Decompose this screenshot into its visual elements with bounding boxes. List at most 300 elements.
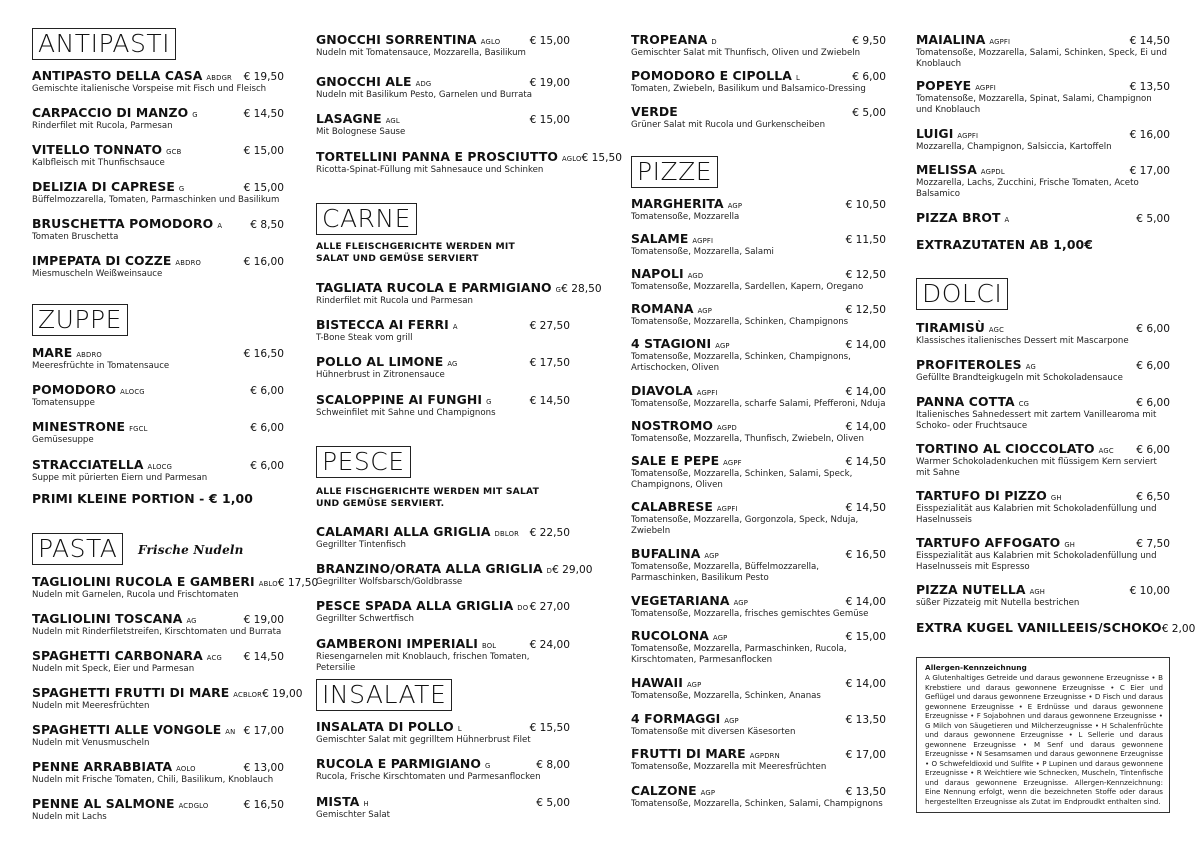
menu-item-name (32, 382, 145, 397)
menu-item (316, 392, 570, 419)
menu-item-description: Tomatensoße mit diversen Käsesorten (631, 727, 796, 737)
allergen-code: AGP (715, 342, 730, 350)
menu-item (631, 628, 886, 665)
allergen-code: ALOCG (147, 463, 173, 471)
menu-item-description: Tomatensoße, Mozzarella, Büffelmozzarella, Parmaschinken, Basilikum Pesto (631, 562, 820, 583)
menu-item-name (916, 32, 1010, 47)
allergen-code: G (192, 111, 198, 119)
menu-item-price: € 19,50 (243, 71, 284, 83)
menu-item-title: SALAME (631, 231, 689, 246)
allergen-code: GH (1064, 541, 1076, 549)
menu-item-price: € 14,50 (1129, 35, 1170, 47)
menu-item-title: SPAGHETTI FRUTTI DI MARE (32, 685, 230, 700)
menu-item-name (316, 756, 490, 771)
menu-item-name (631, 675, 701, 690)
menu-item-title: PANNA COTTA (916, 394, 1015, 409)
menu-item-price: € 15,00 (243, 182, 284, 194)
menu-item-description: Gegrillter Schwertfisch (316, 614, 414, 624)
allergen-code: AGP (697, 307, 713, 315)
extra-toppings: EXTRAZUTATEN AB 1,00€ (916, 237, 1094, 252)
menu-item-description: Tomatensoße, Mozzarella, Gorgonzola, Speck, Nduja, Zwiebeln (631, 515, 859, 536)
menu-item-row (32, 179, 284, 194)
menu-item-description: Nudeln mit Frische Tomaten, Chili, Basilikum, Knoblauch (32, 775, 274, 785)
menu-item-name (316, 636, 496, 651)
menu-item-name (916, 78, 996, 93)
menu-item-row (916, 582, 1170, 597)
menu-item-name (32, 611, 197, 626)
menu-item-title: POLLO AL LIMONE (316, 354, 444, 369)
menu-item-price: € 5,00 (536, 797, 570, 809)
allergen-code: CG (1018, 400, 1030, 408)
allergen-code: A (217, 222, 223, 230)
menu-item (631, 418, 886, 445)
menu-item (631, 783, 886, 810)
allergen-code: AGP (733, 599, 749, 607)
menu-item-price: € 14,50 (243, 651, 284, 663)
pesce-note: ALLE FISCHGERICHTE WERDEN MIT SALAT UND GEMÜSE SERVIERT. (316, 486, 540, 510)
menu-item-price: € 15,00 (529, 114, 570, 126)
allergen-code: AGP (686, 681, 702, 689)
menu-item-name (916, 126, 978, 141)
menu-item-name (916, 582, 1045, 597)
menu-item-row (916, 394, 1170, 409)
allergen-code: AGPDRN (749, 752, 780, 760)
menu-item-title: MISTA (316, 794, 360, 809)
menu-item-name (631, 32, 717, 47)
allergen-code: AG (447, 360, 458, 368)
allergen-code: ABDRO (175, 259, 202, 267)
pizze-heading: PIZZE (631, 156, 718, 188)
allergen-code: DO (517, 604, 529, 612)
menu-item (631, 546, 886, 583)
menu-item (32, 142, 284, 169)
menu-item-price: € 9,50 (852, 35, 886, 47)
menu-item-description: Tomatensoße, Mozzarella, Schinken, Salami, Champignons (631, 799, 883, 809)
allergen-code: AGC (1098, 447, 1114, 455)
menu-item-description: Tomaten Bruschetta (32, 232, 119, 242)
allergen-box (916, 657, 1170, 813)
menu-item-description: Rinderfilet mit Rucola, Parmesan (32, 121, 173, 131)
menu-item-title: POPEYE (916, 78, 972, 93)
menu-item-description: Grüner Salat mit Rucola und Gurkenscheiben (631, 120, 826, 130)
allergen-code: AGP (727, 202, 743, 210)
menu-item-name (32, 345, 102, 360)
menu-item-price: € 6,00 (1136, 444, 1170, 456)
menu-item-price: € 12,50 (845, 304, 886, 316)
carne-note: ALLE FLEISCHGERICHTE WERDEN MIT SALAT UND GEMÜSE SERVIERT (316, 241, 515, 265)
menu-item-title: PENNE ARRABBIATA (32, 759, 173, 774)
menu-item-description: Eisspezialität aus Kalabrien mit Schokoladenfüllung und Haselnusseis mit Espresso (916, 551, 1157, 572)
allergen-code: AGL (385, 117, 400, 125)
menu-item-description: Büffelmozzarella, Tomaten, Parmaschinken und Basilikum (32, 195, 280, 205)
menu-item (916, 162, 1170, 199)
menu-item-title: DELIZIA DI CAPRESE (32, 179, 175, 194)
menu-item-price: € 17,50 (277, 577, 319, 589)
menu-item-description: Tomatensoße, Mozzarella (631, 212, 740, 222)
menu-item-row (631, 68, 886, 83)
menu-item-row (32, 142, 284, 157)
menu-item-name (631, 593, 748, 608)
menu-item-price: € 17,50 (529, 357, 570, 369)
menu-item (32, 382, 284, 409)
menu-item-title: TAGLIOLINI RUCOLA E GAMBERI (32, 574, 255, 589)
menu-item-title: GNOCCHI ALE (316, 74, 412, 89)
allergen-code: ALOCG (120, 388, 145, 396)
menu-item-row (316, 280, 602, 295)
menu-item-description: Tomatensoße, Mozzarella, Sardellen, Kapern, Oregano (631, 282, 864, 292)
menu-item-name (32, 419, 148, 434)
menu-item-price: € 16,50 (243, 348, 284, 360)
allergen-code: A (452, 323, 458, 331)
menu-item-price: € 14,00 (845, 386, 886, 398)
allergen-code: AGPFI (975, 84, 997, 92)
menu-item-description: Ricotta-Spinat-Füllung mit Sahnesauce und Schinken (316, 165, 544, 175)
menu-item-description: Nudeln mit Lachs (32, 812, 107, 822)
menu-item (316, 719, 570, 746)
menu-item-name (316, 32, 500, 47)
menu-item-name (916, 535, 1075, 550)
menu-item-name (631, 336, 730, 351)
menu-item-row (316, 636, 570, 651)
menu-item-price: € 10,00 (1129, 585, 1170, 597)
menu-item-row (32, 796, 284, 811)
menu-item-description: Gemüsesuppe (32, 435, 94, 445)
menu-item-description: Mozzarella, Lachs, Zucchini, Frische Tomaten, Aceto Balsamico (916, 178, 1139, 199)
allergen-code: BOL (482, 642, 497, 650)
menu-item-name (32, 179, 184, 194)
allergen-code: ACDGLO (178, 802, 209, 810)
allergen-code: G (486, 398, 492, 406)
menu-item-row (631, 628, 886, 643)
menu-item-title: TAGLIOLINI TOSCANA (32, 611, 183, 626)
fresh-pasta-script: Frische Nudeln (138, 543, 244, 557)
menu-item (316, 561, 593, 588)
menu-item-price: € 5,00 (1136, 213, 1170, 225)
menu-item (631, 301, 886, 328)
menu-item (32, 345, 284, 372)
menu-item-description: Gemischter Salat (316, 810, 391, 820)
menu-item (631, 593, 886, 620)
menu-item-title: NOSTROMO (631, 418, 714, 433)
menu-item-title: HAWAII (631, 675, 683, 690)
menu-item-row (32, 648, 284, 663)
allergen-code: H (363, 800, 369, 808)
menu-item-description: Tomatensoße, Mozzarella, Parmaschinken, Rucola, Kirschtomaten, Parmesanflocken (631, 644, 847, 665)
menu-item-row (916, 162, 1170, 177)
menu-item-row (916, 441, 1170, 456)
menu-item-description: Nudeln mit Garnelen, Rucola und Frischtomaten (32, 590, 239, 600)
menu-item-description: Tomatensoße, Mozzarella mit Meeresfrüchten (631, 762, 827, 772)
menu-item-row (316, 74, 570, 89)
menu-item-description: Warmer Schokoladenkuchen mit flüssigem Kern serviert mit Sahne (916, 457, 1157, 478)
menu-item-name (631, 746, 780, 761)
allergen-code: AGLO (480, 38, 501, 46)
menu-item-name (316, 524, 519, 539)
menu-item (316, 354, 570, 381)
menu-item-row (32, 611, 284, 626)
menu-item-row (32, 345, 284, 360)
menu-item-title: NAPOLI (631, 266, 684, 281)
menu-item-title: IMPEPATA DI COZZE (32, 253, 172, 268)
menu-item-name (631, 68, 800, 83)
menu-item-title: BRANZINO/ORATA ALLA GRIGLIA (316, 561, 543, 576)
menu-item-name (32, 68, 232, 83)
menu-item (316, 280, 602, 307)
allergen-code: AGP (724, 717, 739, 725)
menu-item-row (32, 457, 284, 472)
menu-item-row (916, 210, 1170, 225)
menu-item-price: € 16,00 (1129, 129, 1170, 141)
menu-item-title: 4 FORMAGGI (631, 711, 721, 726)
menu-item-row (631, 266, 886, 281)
allergen-code: G (178, 185, 185, 193)
menu-item (316, 74, 570, 101)
menu-item-title: MINESTRONE (32, 419, 126, 434)
menu-item (316, 598, 570, 625)
menu-item-title: SPAGHETTI ALLE VONGOLE (32, 722, 222, 737)
menu-item-price: € 6,00 (250, 385, 284, 397)
menu-item-description: Rucola, Frische Kirschtomaten und Parmesanflocken (316, 772, 541, 782)
menu-item (916, 357, 1170, 384)
menu-item-description: Eisspezialität aus Kalabrien mit Schokoladenfüllung und Haselnusseis (916, 504, 1157, 525)
menu-item-description: Tomatensoße, Mozzarella, Salami (631, 247, 774, 257)
menu-item-name (631, 628, 727, 643)
menu-item (631, 746, 886, 773)
allergen-code: G (485, 762, 491, 770)
menu-item-description: Nudeln mit Rinderfiletstreifen, Kirschtomaten und Burrata (32, 627, 282, 637)
menu-item-title: RUCOLA E PARMIGIANO (316, 756, 481, 771)
menu-item (32, 419, 284, 446)
menu-item-price: € 19,00 (262, 688, 303, 700)
menu-item (32, 722, 284, 749)
allergen-code: AGP (700, 789, 716, 797)
menu-item-title: CALZONE (631, 783, 697, 798)
menu-item (916, 320, 1170, 347)
menu-item-row (631, 301, 886, 316)
menu-item-name (631, 301, 712, 316)
menu-item-name (32, 105, 198, 120)
menu-item-name (32, 759, 196, 774)
menu-item-price: € 7,50 (1136, 538, 1170, 550)
menu-item-price: € 13,50 (1129, 81, 1170, 93)
menu-item-title: ANTIPASTO DELLA CASA (32, 68, 203, 83)
menu-item-title: MARGHERITA (631, 196, 724, 211)
allergen-code: FGCL (129, 425, 148, 433)
menu-item-row (916, 357, 1170, 372)
menu-item-row (316, 524, 570, 539)
menu-item-description: süßer Pizzateig mit Nutella bestrichen (916, 598, 1080, 608)
menu-item-row (631, 546, 886, 561)
menu-item-price: € 14,00 (845, 596, 886, 608)
menu-item-description: T-Bone Steak vom grill (316, 333, 413, 343)
menu-item (631, 675, 886, 702)
menu-item-name (631, 783, 715, 798)
menu-item-name (631, 104, 678, 119)
menu-item-price: € 24,00 (529, 639, 570, 651)
menu-item (916, 488, 1170, 525)
menu-item-price: € 13,50 (845, 714, 886, 726)
menu-item-price: € 27,50 (529, 320, 570, 332)
menu-item-row (32, 382, 284, 397)
menu-item-row (631, 783, 886, 798)
allergen-code: AGPFI (696, 389, 718, 397)
menu-item-description: Hühnerbrust in Zitronensauce (316, 370, 445, 380)
menu-item-price: € 17,00 (243, 725, 284, 737)
allergen-code: A (1004, 216, 1010, 224)
menu-item-title: VITELLO TONNATO (32, 142, 163, 157)
menu-item-description: Tomaten, Zwiebeln, Basilikum und Balsamico-Dressing (631, 84, 866, 94)
menu-item-price: € 5,00 (852, 107, 886, 119)
menu-item-price: € 6,00 (1136, 323, 1170, 335)
allergen-code: ACG (206, 654, 222, 662)
menu-item-price: € 14,50 (845, 456, 886, 468)
menu-item (631, 266, 886, 293)
menu-item-description: Nudeln mit Basilikum Pesto, Garnelen und Burrata (316, 90, 532, 100)
menu-item-description: Gemischter Salat mit gegrilltem Hühnerbrust Filet (316, 735, 531, 745)
menu-item (631, 196, 886, 223)
menu-item (916, 32, 1170, 69)
menu-item-row (916, 320, 1170, 335)
menu-item-title: ROMANA (631, 301, 694, 316)
menu-item-price: € 6,00 (1136, 397, 1170, 409)
menu-item-price: € 6,00 (250, 460, 284, 472)
menu-item-description: Gegrillter Tintenfisch (316, 540, 407, 550)
menu-item-name (32, 648, 222, 663)
menu-item (316, 636, 570, 673)
menu-item-title: PROFITEROLES (916, 357, 1022, 372)
menu-item (316, 317, 570, 344)
menu-item-price: € 2,00 (1161, 623, 1196, 635)
menu-item-name (916, 357, 1036, 372)
allergen-code: ABLO (258, 580, 278, 588)
menu-item-name (631, 231, 713, 246)
menu-item-row (631, 746, 886, 761)
menu-item-description: Nudeln mit Speck, Eier und Parmesan (32, 664, 195, 674)
menu-item-price: € 16,00 (243, 256, 284, 268)
menu-item-title: FRUTTI DI MARE (631, 746, 746, 761)
menu-item (631, 336, 886, 373)
menu-item (316, 756, 570, 783)
menu-item-title: CALABRESE (631, 499, 713, 514)
menu-item-row (631, 453, 886, 468)
allergen-code: AGLO (562, 155, 582, 163)
menu-item-title: TORTELLINI PANNA E PROSCIUTTO (316, 149, 558, 164)
allergen-code: G (555, 286, 562, 294)
menu-item-title: TIRAMISÙ (916, 320, 985, 335)
allergen-code: L (457, 725, 462, 733)
menu-item-name (32, 685, 262, 700)
menu-item-name (32, 722, 235, 737)
menu-item-title: SPAGHETTI CARBONARA (32, 648, 203, 663)
menu-item (316, 32, 570, 59)
menu-item-description: Tomatensoße, Mozzarella, scharfe Salami, Pfefferoni, Nduja (631, 399, 886, 409)
menu-item-row (916, 620, 1196, 635)
menu-item-name (32, 216, 222, 231)
menu-item-name (316, 354, 458, 369)
menu-item-row (316, 317, 570, 332)
menu-item (631, 231, 886, 258)
menu-item-price: € 14,00 (845, 421, 886, 433)
allergen-code: AGP (712, 634, 728, 642)
menu-item-title: TROPEANA (631, 32, 708, 47)
menu-item-description: Tomatensoße, Mozzarella, Salami, Schinken, Speck, Ei und Knoblauch (916, 48, 1167, 69)
menu-item (916, 394, 1170, 431)
menu-item-title: MARE (32, 345, 73, 360)
menu-item-description: Tomatensoße, Mozzarella, Schinken, Champignons (631, 317, 849, 327)
primi-small-portion: PRIMI KLEINE PORTION - € 1,00 (32, 491, 253, 506)
menu-item-title: PESCE SPADA ALLA GRIGLIA (316, 598, 514, 613)
allergen-code: AG (186, 617, 197, 625)
allergen-code: AGP (704, 552, 719, 560)
allergen-code: AOLO (176, 765, 196, 773)
menu-item (32, 574, 319, 601)
menu-item-title: BUFALINA (631, 546, 701, 561)
menu-item-row (916, 78, 1170, 93)
menu-item-row (631, 32, 886, 47)
menu-item-title: DIAVOLA (631, 383, 693, 398)
menu-item-description: Mozzarella, Champignon, Salsiccia, Kartoffeln (916, 142, 1112, 152)
menu-item-price: € 14,50 (529, 395, 570, 407)
allergen-text: A Glutenhaltiges Getreide und daraus gewonnene Erzeugnisse • B Krebstiere und daraus gewonnene Erzeugnisse • C Eier und Geflügel und daraus gewonnene Erzeugnisse • D Fisch und daraus gewonnene Erzeugnisse • E Erdnüsse und daraus gewonnene Erzeugnisse • F Sojabohnen und daraus gewonnene Erzeugnisse • G Milch von Säugetieren und Milcherzeugnisse • H Schalenfrüchte und daraus gewonnene Erzeugnisse • L Sellerie und daraus gewonnene Erzeugnisse • M Senf und daraus gewonnene Erzeugnisse • N Sesamsamen und daraus gewonnene Erzeugnisse • O Schwefeldioxid und Sulfite • P Lupinen und daraus gewonnene Erzeugnisse • R Weichtiere wie Schnecken, Muscheln, Tintenfische und daraus gewonnene Erzeugnisse. Allergen-Kennzeichnung: Eine Nennung erfolgt, wenn die bezeichneten Stoffe oder daraus hergestellten Erzeugnisse als Zutat im Endproudkt enthalten sind. (925, 673, 1163, 806)
menu-item-price: € 17,00 (845, 749, 886, 761)
carne-heading: CARNE (316, 203, 417, 235)
menu-item-name (916, 162, 1005, 177)
menu-item-price: € 14,50 (845, 502, 886, 514)
menu-item-row (316, 111, 570, 126)
antipasti-heading: ANTIPASTI (32, 28, 176, 60)
allergen-code: D (711, 38, 717, 46)
menu-item (32, 179, 284, 206)
menu-item-name (316, 794, 369, 809)
menu-item-name (916, 320, 1004, 335)
menu-item-name (631, 453, 742, 468)
menu-item-name (631, 383, 718, 398)
pasta-heading: PASTA (32, 533, 123, 565)
menu-item-title: BRUSCHETTA POMODORO (32, 216, 214, 231)
menu-item-name (316, 392, 492, 407)
menu-item-title: VEGETARIANA (631, 593, 730, 608)
menu-item-price: € 27,00 (529, 601, 570, 613)
menu-item-price: € 19,00 (243, 614, 284, 626)
menu-item-title: CARPACCIO DI MANZO (32, 105, 189, 120)
menu-item-name (316, 719, 462, 734)
allergen-code: GCB (166, 148, 182, 156)
menu-item-row (631, 104, 886, 119)
allergen-code: L (795, 74, 800, 82)
menu-item-title: PIZZA BROT (916, 210, 1001, 225)
menu-item-description: Nudeln mit Meeresfrüchten (32, 701, 150, 711)
allergen-code: AGPFI (957, 132, 979, 140)
menu-item-description: Rinderfilet mit Rucola und Parmesan (316, 296, 473, 306)
menu-item-name (316, 280, 561, 295)
menu-item-title: LUIGI (916, 126, 954, 141)
menu-item-price: € 10,50 (845, 199, 886, 211)
menu-item-row (316, 392, 570, 407)
menu-item (32, 611, 284, 638)
menu-item-description: Italienisches Sahnedessert mit zartem Vanillearoma mit Schoko- oder Fruchtsauce (916, 410, 1157, 431)
menu-item-row (316, 149, 622, 164)
menu-item-price: € 15,00 (845, 631, 886, 643)
menu-item-title: TARTUFO DI PIZZO (916, 488, 1047, 503)
menu-item-name (631, 499, 738, 514)
menu-item-name (32, 142, 181, 157)
menu-item-row (316, 32, 570, 47)
menu-item-row (316, 794, 570, 809)
menu-item-title: TAGLIATA RUCOLA E PARMIGIANO (316, 280, 552, 295)
menu-item-title: CALAMARI ALLA GRIGLIA (316, 524, 491, 539)
menu-item (316, 524, 570, 551)
zuppe-heading: ZUPPE (32, 304, 128, 336)
